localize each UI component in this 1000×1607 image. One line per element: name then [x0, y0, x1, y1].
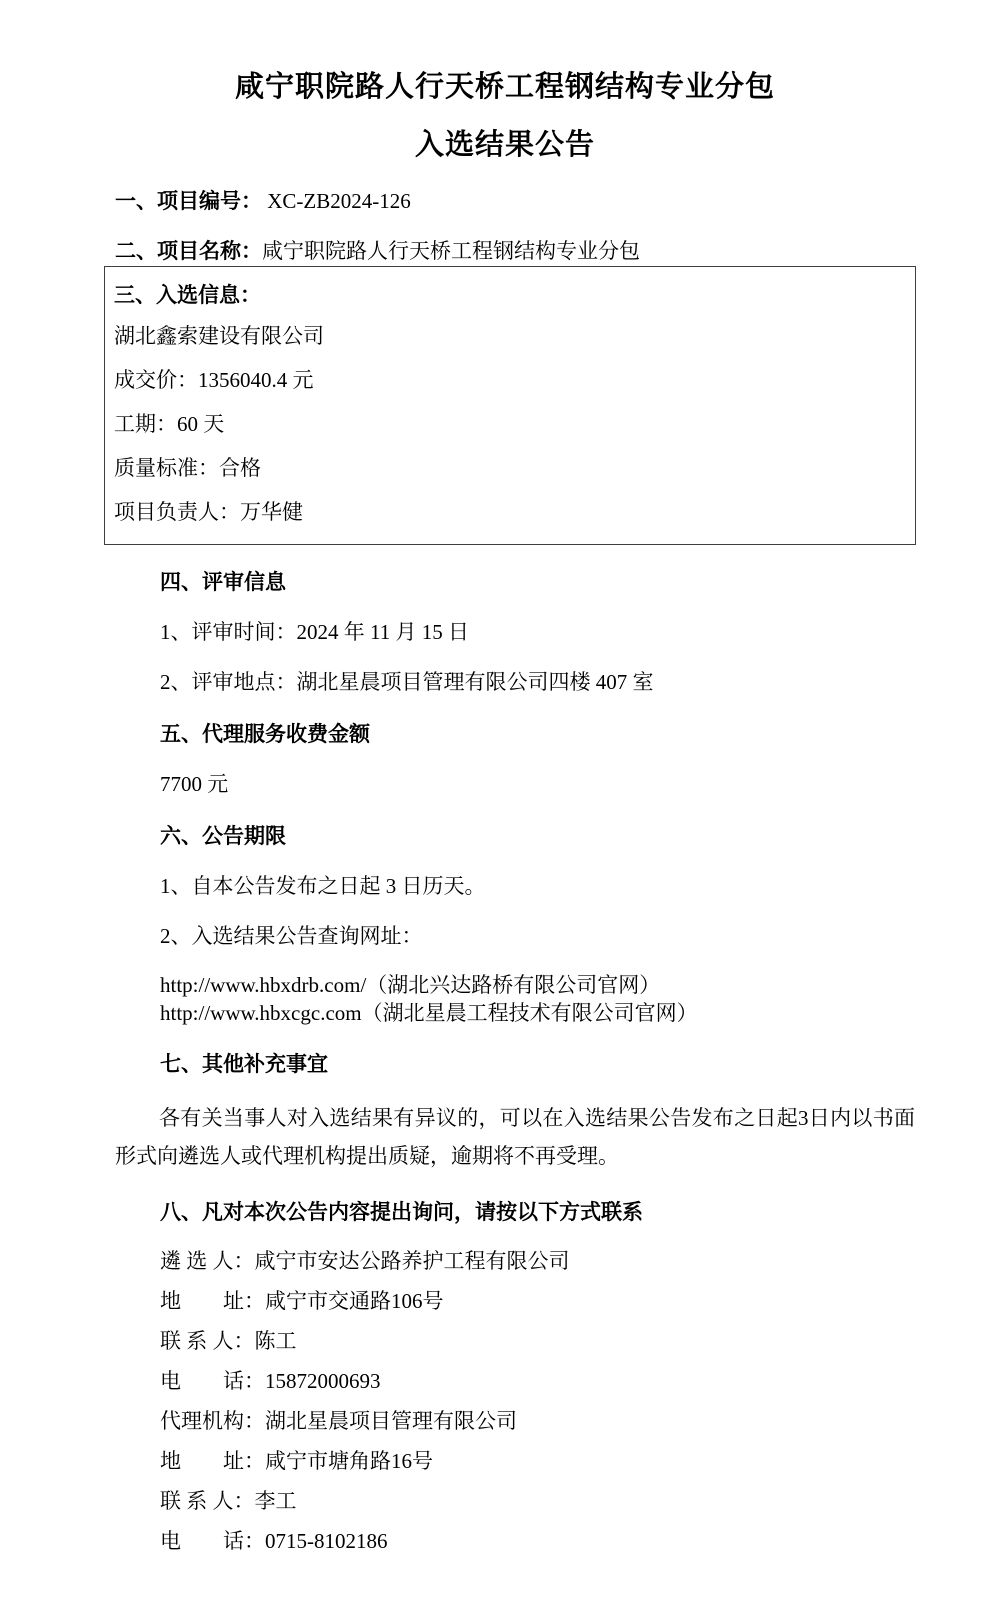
- quality-standard: 质量标准：合格: [114, 456, 261, 480]
- agency-contact-line: [160, 1487, 915, 1515]
- selection-info-box: [104, 266, 916, 545]
- agency-phone-label: 电 话：: [160, 1529, 265, 1553]
- agency-contact-value: 李工: [254, 1489, 297, 1513]
- selector-address-line: [160, 1287, 915, 1315]
- query-url-2: http://www.hbxcgc.com（湖北星晨工程技术有限公司官网）: [160, 1001, 698, 1025]
- query-url-intro-line: 2、入选结果公告查询网址：: [160, 924, 423, 948]
- agency-address-line: [160, 1447, 915, 1475]
- winner-company: 湖北鑫索建设有限公司: [114, 324, 324, 348]
- project-name-value: 咸宁职院路人行天桥工程钢结构专业分包: [262, 239, 640, 263]
- section7-heading: 七、其他补充事宜: [160, 1052, 328, 1076]
- section6-heading: 六、公告期限: [160, 824, 286, 848]
- agency-fee-line: 7700 元: [160, 772, 229, 796]
- project-manager: 项目负责人：万华健: [114, 500, 303, 524]
- agency-value: 湖北星晨项目管理有限公司: [265, 1409, 517, 1433]
- objection-paragraph: 各有关当事人对入选结果有异议的，可以在入选结果公告发布之日起3日内以书面形式向遴选人或代理机构提出质疑，逾期将不再受理。: [115, 1106, 915, 1168]
- doc-title-line2: 入选结果公告: [414, 129, 595, 161]
- selector-contact-line: [160, 1327, 915, 1355]
- deal-price: 成交价：1356040.4 元: [114, 368, 314, 392]
- selector-contact-value: 陈工: [254, 1329, 297, 1353]
- agency-label: 代理机构：: [160, 1409, 265, 1433]
- selector-value: 咸宁市安达公路养护工程有限公司: [254, 1249, 570, 1273]
- agency-address-value: 咸宁市塘角路16号: [265, 1449, 433, 1473]
- agency-address-label: 地 址：: [160, 1449, 265, 1473]
- selector-phone-value: 15872000693: [265, 1369, 381, 1393]
- doc-title-line1: 咸宁职院路人行天桥工程钢结构专业分包: [234, 71, 775, 103]
- section5-heading: 五、代理服务收费金额: [160, 722, 370, 746]
- project-number-label: 一、项目编号：: [115, 189, 262, 213]
- construction-duration: 工期：60 天: [114, 412, 225, 436]
- agency-line: [160, 1407, 915, 1435]
- selector-contact-label: 联 系 人：: [160, 1329, 255, 1353]
- notice-period-line: 1、自本公告发布之日起 3 日历天。: [160, 874, 486, 898]
- selector-address-label: 地 址：: [160, 1289, 265, 1313]
- selection-info-heading: 三、入选信息：: [114, 283, 261, 307]
- selector-address-value: 咸宁市交通路106号: [265, 1289, 444, 1313]
- query-url-1: http://www.hbxdrb.com/（湖北兴达路桥有限公司官网）: [160, 973, 661, 997]
- project-number-line: [115, 186, 915, 216]
- selector-phone-label: 电 话：: [160, 1369, 265, 1393]
- selector-line: [160, 1247, 915, 1275]
- selector-phone-line: [160, 1367, 915, 1395]
- section8-heading: 八、凡对本次公告内容提出询问，请按以下方式联系: [160, 1200, 643, 1224]
- project-name-line: [115, 236, 915, 266]
- review-place-line: 2、评审地点：湖北星晨项目管理有限公司四楼 407 室: [160, 670, 654, 694]
- selector-label: 遴 选 人：: [160, 1249, 255, 1273]
- section4-heading: 四、评审信息: [160, 570, 286, 594]
- project-name-label: 二、项目名称：: [115, 239, 262, 263]
- project-number-value: XC-ZB2024-126: [262, 189, 411, 213]
- agency-phone-line: [160, 1527, 915, 1555]
- agency-phone-value: 0715-8102186: [265, 1529, 388, 1553]
- agency-contact-label: 联 系 人：: [160, 1489, 255, 1513]
- review-time-line: 1、评审时间：2024 年 11 月 15 日: [160, 620, 469, 644]
